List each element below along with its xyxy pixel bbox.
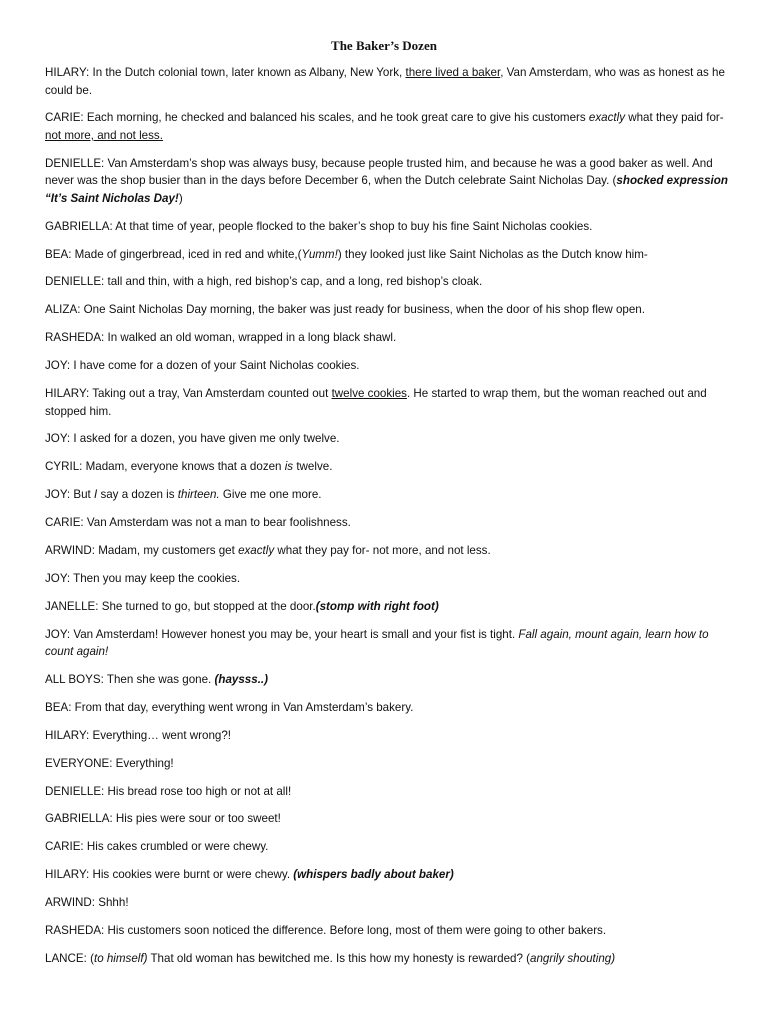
script-line: [45, 458, 735, 476]
script-line-segment: JOY: I asked for a dozen, you have given me only twelve.: [45, 432, 340, 446]
script-line-segment: HILARY: His cookies were burnt or were chewy.: [45, 868, 294, 882]
script-line-segment: Fall again, mount again, learn how to count again!: [45, 627, 709, 659]
script-line: [45, 486, 735, 504]
script-line-segment: ) they looked just like Saint Nicholas as the Dutch know him-: [337, 247, 648, 261]
script-line-segment: (haysss..): [214, 673, 269, 687]
script-line-segment: exactly: [588, 111, 626, 125]
script-line-segment: GABRIELLA: At that time of year, people flocked to the baker’s shop to buy his fine Saint Nicholas cookies.: [45, 219, 593, 233]
script-line: [45, 894, 735, 912]
script-line: [45, 109, 735, 144]
script-line-segment: exactly: [238, 543, 275, 557]
script-line-segment: RASHEDA: In walked an old woman, wrapped in a long black shawl.: [45, 331, 397, 345]
script-line-segment: RASHEDA: His customers soon noticed the difference. Before long, most of them were going to other bakers.: [45, 924, 607, 938]
script-line-segment: ARWIND: Shhh!: [45, 896, 129, 910]
script-line-segment: GABRIELLA: His pies were sour or too sweet!: [45, 812, 281, 826]
script-line: [45, 430, 735, 448]
script-line-segment: CYRIL: Madam, everyone knows that a dozen: [45, 460, 285, 474]
script-line: [45, 329, 735, 347]
script-line-segment: EVERYONE: Everything!: [45, 756, 174, 770]
script-line-segment: JOY: Van Amsterdam! However honest you may be, your heart is small and your fist is tight.: [45, 627, 519, 641]
script-line-segment: what they pay for- not more, and not less.: [274, 543, 491, 557]
script-line-segment: say a dozen is: [97, 488, 178, 502]
script-line: [45, 810, 735, 828]
script-line-segment: BEA: From that day, everything went wrong in Van Amsterdam’s bakery.: [45, 700, 414, 714]
script-line-segment: (stomp with right foot): [315, 599, 439, 613]
script-body: [45, 64, 735, 978]
script-line-segment: not more, and not less.: [45, 128, 163, 142]
script-line: [45, 357, 735, 375]
script-line-segment: Give me one more.: [219, 488, 322, 502]
script-line-segment: angrily shouting): [530, 951, 616, 965]
script-line-segment: HILARY: Everything… went wrong?!: [45, 728, 232, 742]
script-line-segment: LANCE: (: [45, 951, 94, 965]
script-line: [45, 626, 735, 661]
script-line-segment: is: [284, 460, 294, 474]
script-line: [45, 64, 735, 99]
script-line: [45, 542, 735, 560]
script-line-segment: JOY: I have come for a dozen of your Saint Nicholas cookies.: [45, 359, 360, 373]
script-line: [45, 950, 735, 968]
script-line-segment: , Van Amsterdam, who was as honest as he could be.: [45, 66, 725, 97]
script-line-segment: JOY: Then you may keep the cookies.: [45, 571, 241, 585]
script-line-segment: DENIELLE: His bread rose too high or not at all!: [45, 784, 292, 798]
script-line: [45, 922, 735, 940]
script-line: [45, 246, 735, 264]
script-line-segment: CARIE: His cakes crumbled or were chewy.: [45, 840, 269, 854]
script-line-segment: ALIZA: One Saint Nicholas Day morning, the baker was just ready for business, when the door of his shop flew open.: [45, 303, 645, 317]
script-line: [45, 866, 735, 884]
script-line-segment: ARWIND: Madam, my customers get: [45, 543, 239, 557]
script-line-segment: twelve cookies: [331, 387, 407, 401]
script-line-segment: ): [178, 191, 183, 205]
script-line-segment: shocked expression “It’s Saint Nicholas Day!: [45, 174, 728, 205]
script-line: [45, 385, 735, 420]
script-line-segment: (whispers badly about baker): [293, 868, 454, 882]
script-line: [45, 301, 735, 319]
script-line-segment: BEA: Made of gingerbread, iced in red and white,(: [45, 247, 302, 261]
script-line: [45, 218, 735, 236]
script-line: [45, 273, 735, 291]
script-line-segment: Yumm!: [301, 247, 338, 261]
script-line-segment: CARIE: Each morning, he checked and balanced his scales, and he took great care to give his customers: [45, 111, 589, 125]
script-line: [45, 838, 735, 856]
script-line-segment: JANELLE: She turned to go, but stopped at the door.: [45, 599, 316, 613]
script-line-segment: That old woman has bewitched me. Is this how my honesty is rewarded? (: [147, 951, 531, 965]
script-line-segment: ALL BOYS: Then she was gone.: [45, 673, 215, 687]
script-line-segment: HILARY: In the Dutch colonial town, later known as Albany, New York,: [45, 66, 406, 79]
script-line-segment: I: [93, 488, 98, 502]
script-line-segment: DENIELLE: Van Amsterdam’s shop was always busy, because people trusted him, and because he was a good baker as well. And never was the shop busier than in the days before December 6, when the Dutch celebrate Saint Nicholas Day. (: [45, 156, 713, 188]
script-line-segment: JOY: But: [45, 488, 94, 502]
script-line-segment: DENIELLE: tall and thin, with a high, red bishop’s cap, and a long, red bishop’s cloak.: [45, 275, 483, 289]
script-line: [45, 727, 735, 745]
script-line: [45, 699, 735, 717]
script-line-segment: what they paid for-: [625, 111, 724, 125]
script-line: [45, 514, 735, 532]
script-line-segment: thirteen.: [177, 488, 220, 502]
script-line-segment: HILARY: Taking out a tray, Van Amsterdam counted out: [45, 387, 332, 401]
script-line: [45, 671, 735, 689]
script-line-segment: there lived a baker: [405, 66, 501, 79]
document-title: The Baker’s Dozen: [331, 38, 437, 53]
script-line-segment: . He started to wrap them, but the woman reached out and stopped him.: [45, 387, 707, 418]
script-line: [45, 570, 735, 588]
script-line-segment: twelve.: [293, 460, 333, 474]
script-line-segment: CARIE: Van Amsterdam was not a man to bear foolishness.: [45, 516, 351, 530]
script-line: [45, 783, 735, 801]
script-line: [45, 155, 735, 208]
script-line: [45, 755, 735, 773]
script-line-segment: to himself): [93, 951, 148, 965]
script-line: [45, 598, 735, 616]
